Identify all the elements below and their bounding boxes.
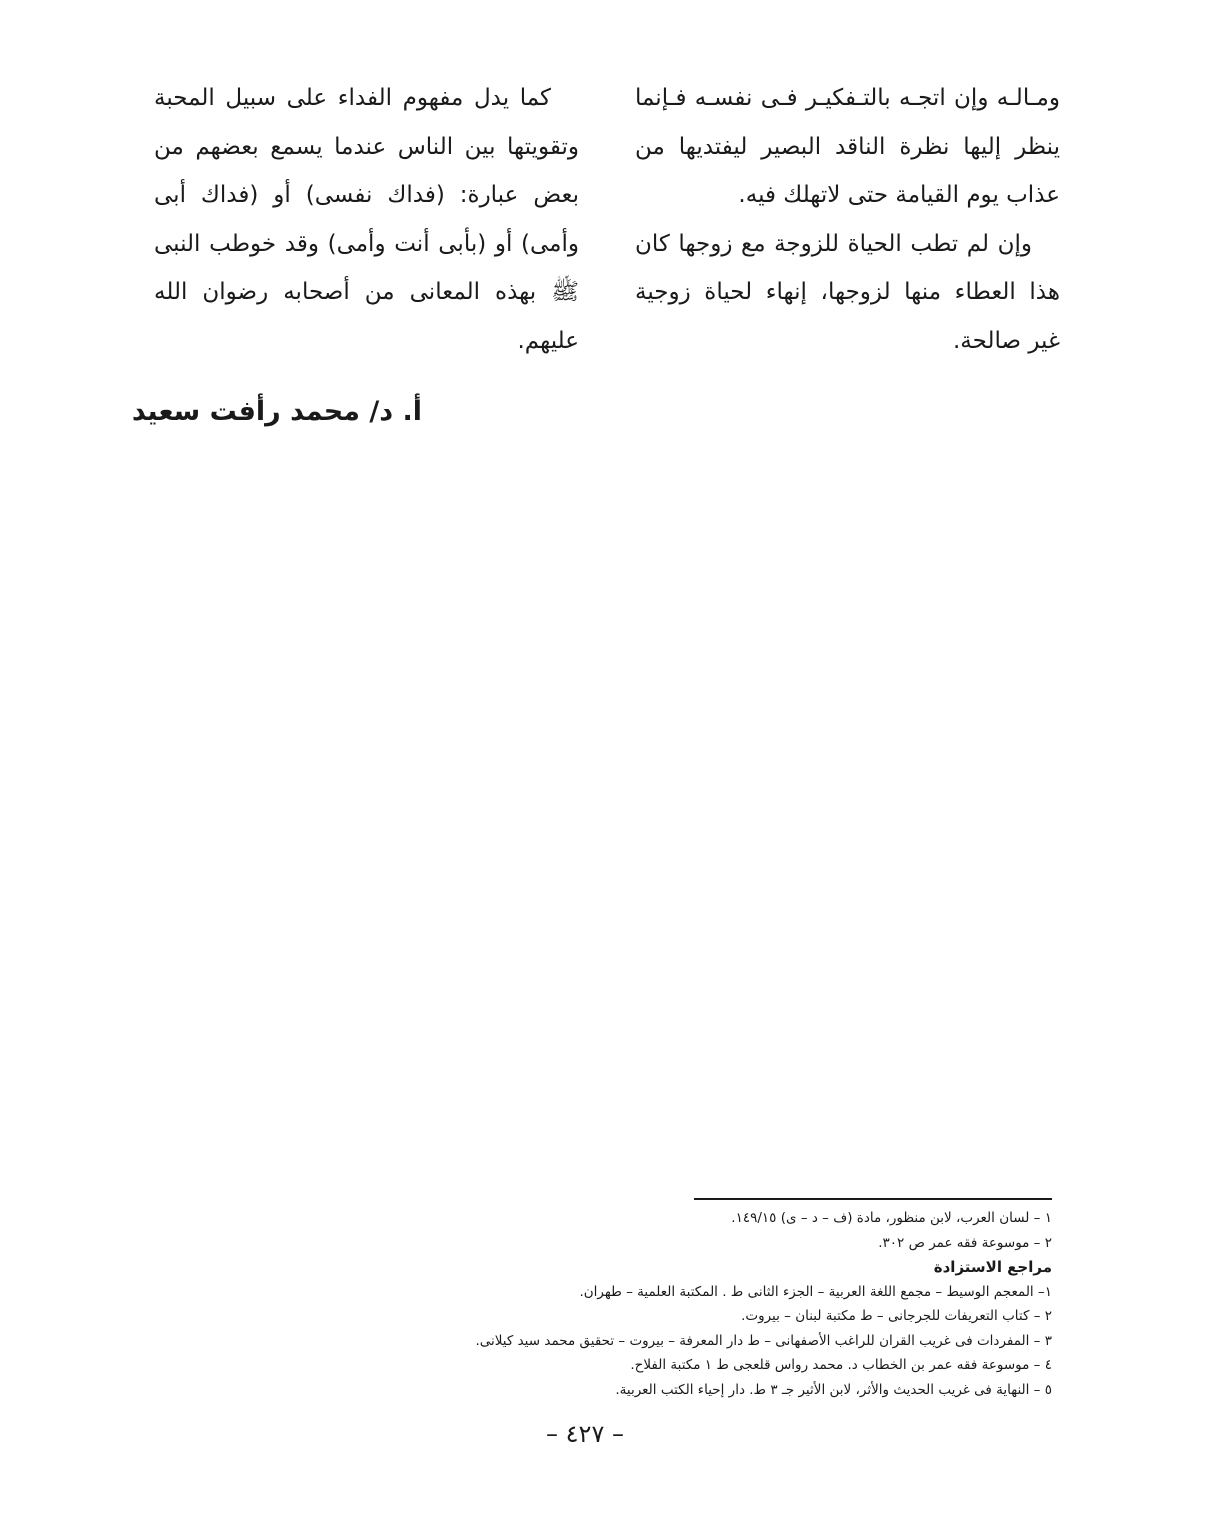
footnote-2: ٢ – موسوعة فقه عمر ص ٣٠٢. (878, 1234, 1052, 1251)
page-number: – ٤٢٧ – (546, 1420, 624, 1448)
right-paragraph-1: ومـالـه وإن اتجـه بالتـفكيـر فـى نفسـه فـإنما ينظر إليها نظرة الناقد البصير ليفتديها من عذاب يوم القيامة حتى لاتهلك فيه. (635, 85, 1060, 208)
left-text-column (154, 74, 579, 365)
author-signature: أ. د/ محمد رأفت سعيد (131, 396, 422, 427)
left-paragraph-1: كما يدل مفهوم الفداء على سبيل المحبة وتقويتها بين الناس عندما يسمع بعضهم من بعض عبارة: (فداك نفسى) أو (فداك أبى وأمى) أو (بأبى أنت وأمى) وقد خوطب النبى ﷺ بهذه المعانى من أصحابه رضوان الله عليهم. (154, 85, 579, 354)
right-text-column (635, 74, 1060, 365)
reference-item-5: ٥ – النهاية فى غريب الحديث والأثر، لابن الأثير جـ ٣ ط. دار إحياء الكتب العربية. (615, 1381, 1052, 1398)
right-paragraph-2: وإن لم تطب الحياة للزوجة مع زوجها كان هذا العطاء منها لزوجها، إنهاء لحياة زوجية غير صالحة. (635, 230, 1060, 354)
footnotes-block (392, 1206, 1052, 1402)
reference-item-1: ١– المعجم الوسيط – مجمع اللغة العربية – الجزء الثانى ط . المكتبة العلمية – طهران. (579, 1283, 1052, 1300)
references-heading: مراجع الاستزادة (933, 1258, 1052, 1276)
reference-item-2: ٢ – كتاب التعريفات للجرجانى – ط مكتبة لبنان – بيروت. (741, 1308, 1052, 1324)
footnote-1: ١ – لسان العرب، لابن منظور، مادة (ف – د – ى) ١٤٩/١٥. (731, 1210, 1052, 1226)
reference-item-3: ٣ – المفردات فى غريب القران للراغب الأصفهانى – ط دار المعرفة – بيروت – تحقيق محمد سيد كيلانى. (475, 1332, 1052, 1349)
footnote-separator (694, 1198, 1052, 1200)
reference-item-4: ٤ – موسوعة فقه عمر بن الخطاب د. محمد رواس قلعجى ط ١ مكتبة الفلاح. (630, 1357, 1052, 1373)
